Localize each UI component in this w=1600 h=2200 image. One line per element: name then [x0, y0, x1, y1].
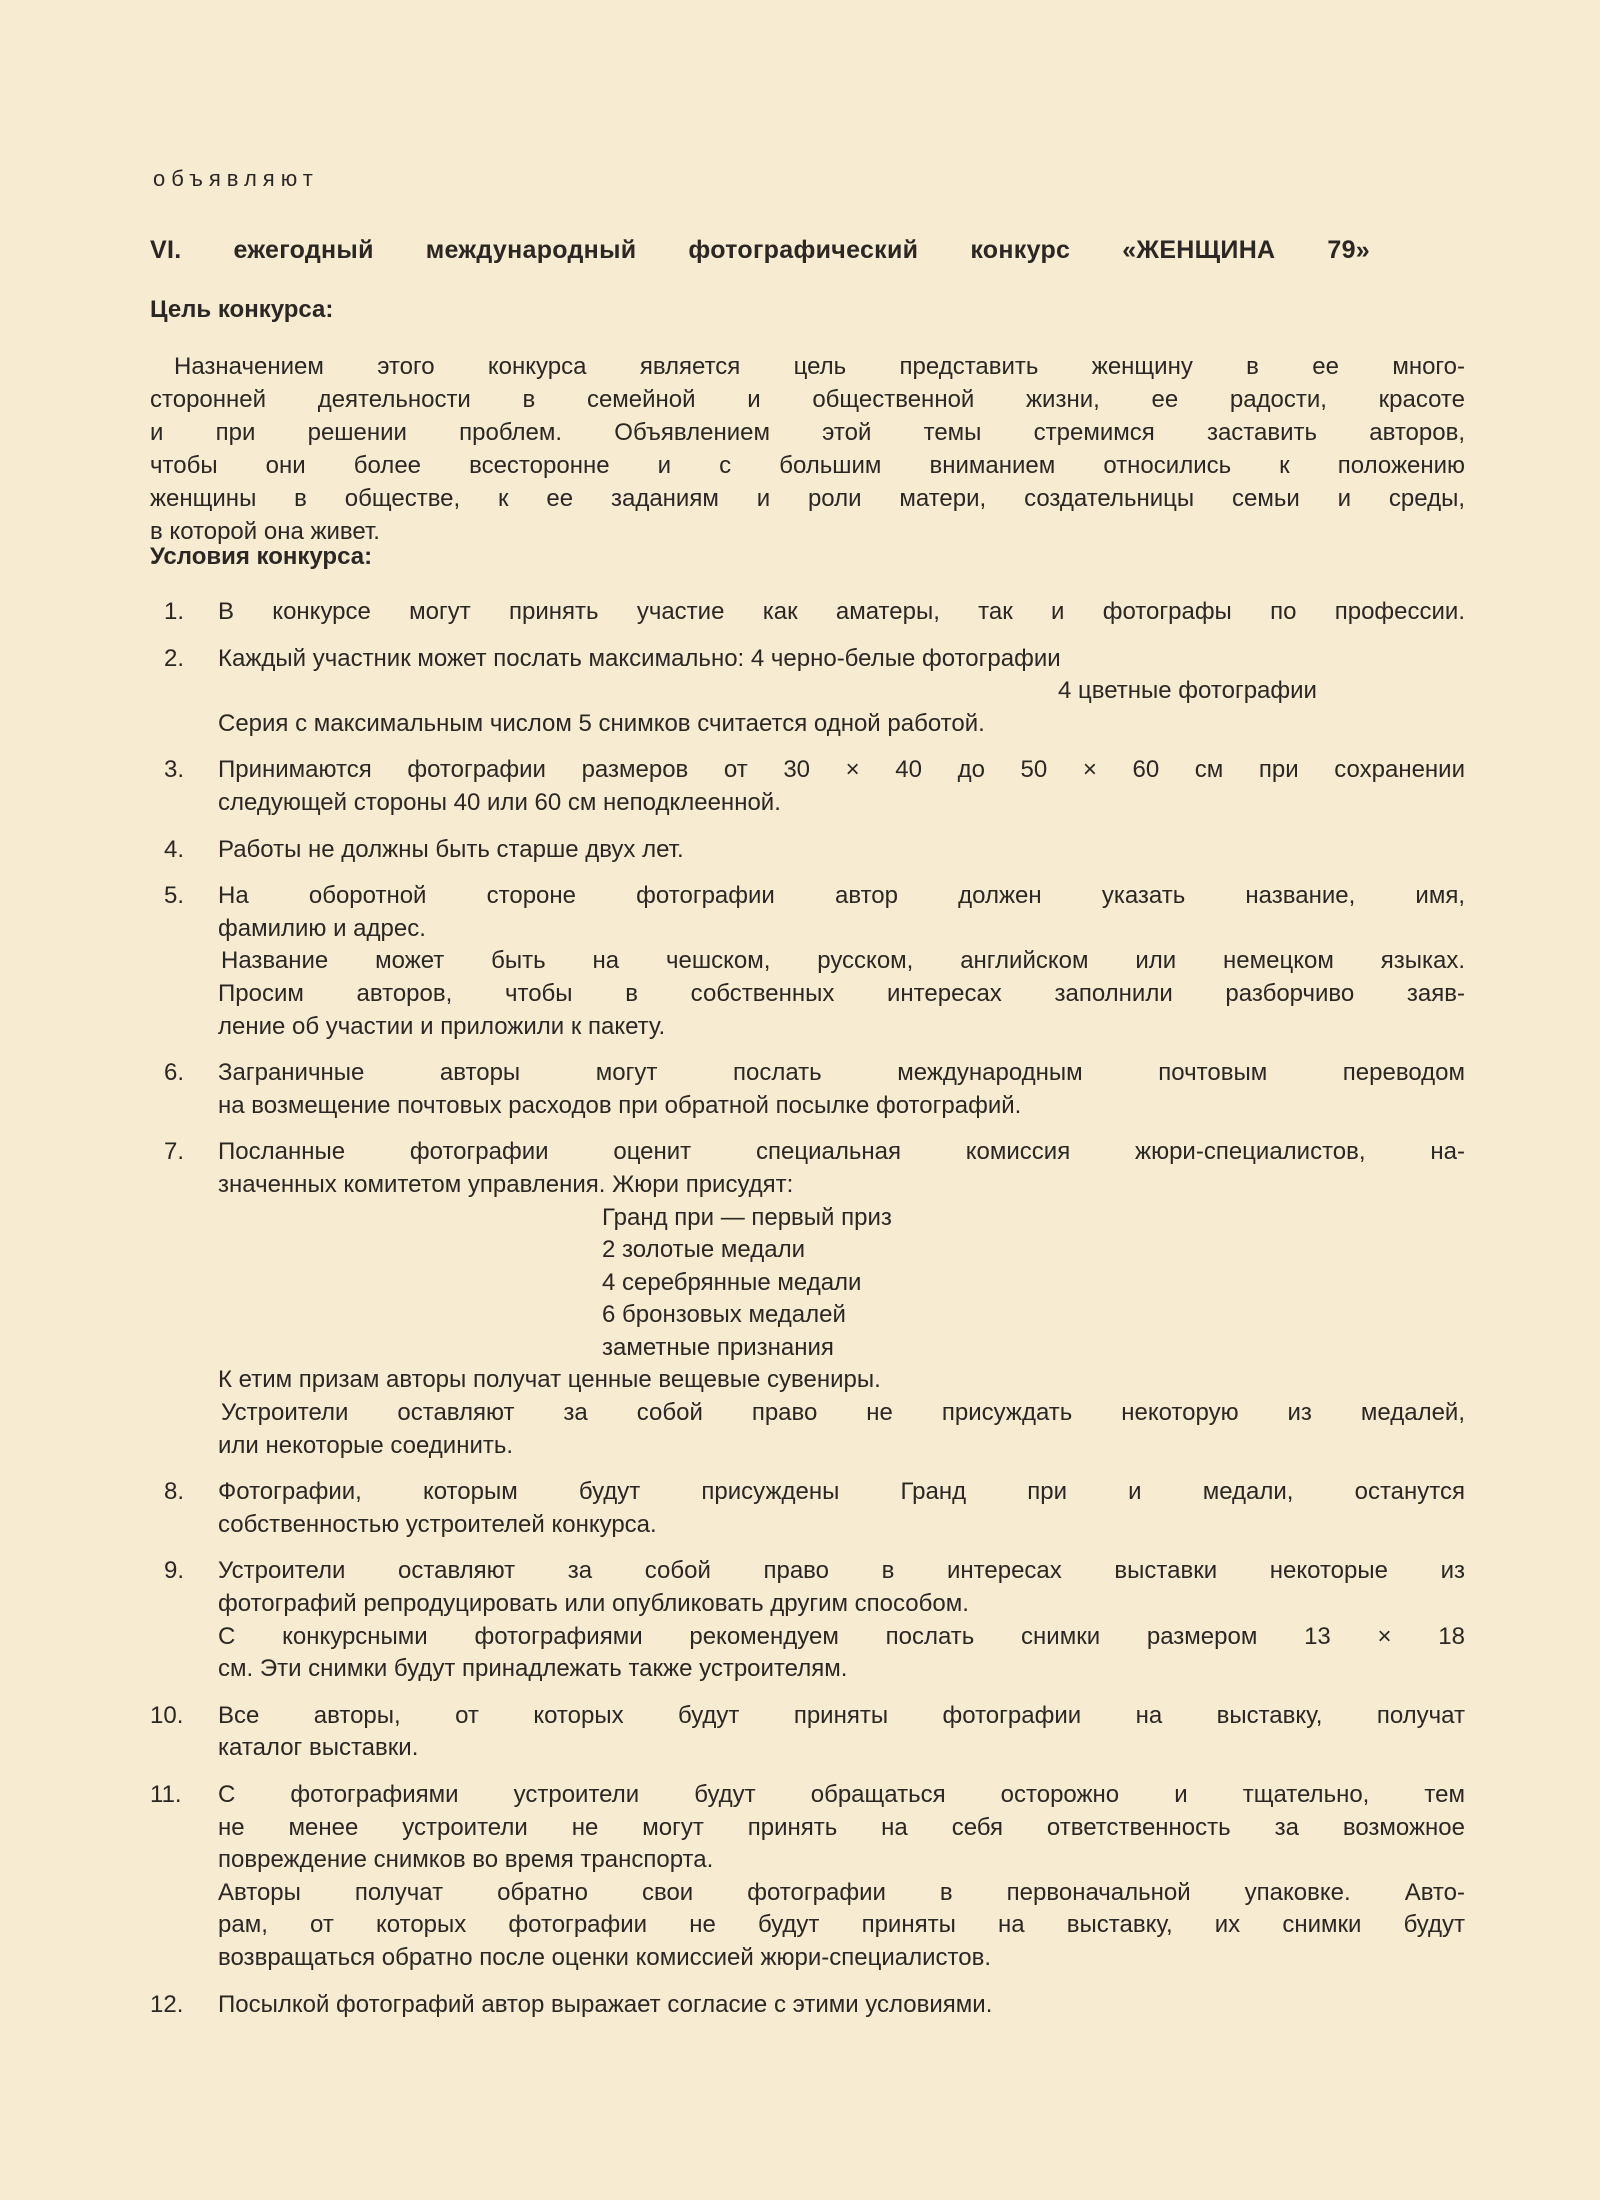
condition-number: 8.: [164, 1478, 185, 1506]
condition-item: [150, 834, 1465, 867]
condition-item: [150, 880, 1465, 1043]
condition-line: Название может быть на чешском, русском, английском или немецком языках.: [221, 947, 1465, 975]
condition-item: [150, 1136, 1465, 1462]
condition-line: каталог выставки.: [218, 1734, 419, 1762]
paragraph-line: чтобы они более всесторонне и с большим вниманием относились к положению: [150, 452, 1465, 479]
prize-line: 6 бронзовых медалей: [602, 1301, 846, 1329]
condition-line: Работы не должны быть старше двух лет.: [218, 835, 684, 863]
condition-line: значенных комитетом управления. Жюри присудят:: [218, 1170, 794, 1198]
condition-number: 3.: [164, 756, 185, 784]
condition-line: Устроители оставляют за собой право не присуждать некоторую из медалей,: [221, 1399, 1465, 1427]
contest-title: VI. ежегодный международный фотографический конкурс «ЖЕНЩИНА 79»: [150, 236, 1370, 264]
condition-line: рам, от которых фотографии не будут приняты на выставку, их снимки будут: [218, 1911, 1465, 1939]
condition-number: 2.: [164, 644, 185, 672]
condition-line: повреждение снимков во время транспорта.: [218, 1846, 714, 1874]
condition-line: Посланные фотографии оценит специальная комиссия жюри-специалистов, на-: [218, 1138, 1465, 1166]
goal-paragraph: [150, 350, 1465, 548]
paragraph-line: и при решении проблем. Объявлением этой темы стремимся заставить авторов,: [150, 419, 1465, 446]
condition-line: собственностью устроителей конкурса.: [218, 1510, 657, 1538]
condition-line: Фотографии, которым будут присуждены Гранд при и медали, останутся: [218, 1478, 1465, 1506]
condition-item: [150, 1057, 1465, 1122]
prize-line: 2 золотые медали: [602, 1236, 806, 1264]
condition-number: 4.: [164, 835, 185, 863]
prize-line: Гранд при — первый приз: [602, 1203, 892, 1231]
goal-heading: Цель конкурса:: [150, 296, 334, 323]
condition-line: см. Эти снимки будут принадлежать также устроителям.: [218, 1655, 848, 1683]
paragraph-line: Назначением этого конкурса является цель представить женщину в ее много-: [174, 353, 1465, 380]
condition-number: 11.: [150, 1781, 182, 1808]
condition-item: [150, 1989, 1465, 2022]
condition-line: Устроители оставляют за собой право в интересах выставки некоторые из: [218, 1557, 1465, 1585]
condition-line: фотографий репродуцировать или опубликовать другим способом.: [218, 1590, 969, 1618]
paragraph-line: женщины в обществе, к ее заданиям и роли матери, создательницы семьи и среды,: [150, 485, 1465, 512]
announce-text: объявляют: [153, 166, 319, 191]
condition-line: следующей стороны 40 или 60 см неподклеенной.: [218, 788, 781, 816]
condition-number: 12.: [150, 1990, 184, 2018]
condition-line: Каждый участник может послать максимально: 4 черно-белые фотографии: [218, 644, 1061, 672]
condition-number: 1.: [164, 598, 185, 625]
condition-line: ление об участии и приложили к пакету.: [218, 1012, 666, 1040]
condition-line: 4 цветные фотографии: [1058, 677, 1317, 705]
condition-line: С конкурсными фотографиями рекомендуем послать снимки размером 13 × 18: [218, 1622, 1465, 1650]
condition-line: возвращаться обратно после оценки комиссией жюри-специалистов.: [218, 1943, 992, 1971]
condition-line: Просим авторов, чтобы в собственных интересах заполнили разборчиво заяв-: [218, 979, 1465, 1007]
condition-line: Серия с максимальным числом 5 снимков считается одной работой.: [218, 709, 985, 737]
condition-number: 7.: [164, 1138, 185, 1166]
condition-number: 6.: [164, 1059, 185, 1087]
condition-line: не менее устроители не могут принять на себя ответственность за возможное: [218, 1813, 1465, 1841]
condition-item: [150, 1700, 1465, 1765]
prize-line: 4 серебрянные медали: [602, 1268, 862, 1296]
condition-line: В конкурсе могут принять участие как аматеры, так и фотографы по профессии.: [218, 598, 1465, 625]
condition-line: Принимаются фотографии размеров от 30 × 40 до 50 × 60 см при сохранении: [218, 756, 1465, 784]
conditions-list: [150, 596, 1465, 2035]
condition-item: [150, 1555, 1465, 1685]
condition-line: Авторы получат обратно свои фотографии в первоначальной упаковке. Авто-: [218, 1878, 1465, 1906]
prize-line: заметные признания: [602, 1333, 834, 1361]
condition-line: на возмещение почтовых расходов при обратной посылке фотографий.: [218, 1091, 1022, 1119]
condition-line: К етим призам авторы получат ценные вещевые сувениры.: [218, 1366, 881, 1394]
condition-line: С фотографиями устроители будут обращаться осторожно и тщательно, тем: [218, 1781, 1465, 1808]
condition-number: 10.: [150, 1701, 184, 1729]
paragraph-line: сторонней деятельности в семейной и общественной жизни, ее радости, красоте: [150, 386, 1465, 413]
condition-item: [150, 1779, 1465, 1975]
condition-item: [150, 754, 1465, 819]
condition-item: [150, 643, 1465, 741]
condition-line: или некоторые соединить.: [218, 1431, 514, 1459]
condition-line: Посылкой фотографий автор выражает согласие с этими условиями.: [218, 1990, 993, 2018]
condition-number: 9.: [164, 1557, 185, 1585]
condition-line: Заграничные авторы могут послать международным почтовым переводом: [218, 1059, 1465, 1087]
paragraph-line: в которой она живет.: [150, 518, 380, 545]
condition-item: [150, 1476, 1465, 1541]
condition-line: Все авторы, от которых будут приняты фотографии на выставку, получат: [218, 1701, 1465, 1729]
condition-number: 5.: [164, 882, 185, 910]
condition-line: На оборотной стороне фотографии автор должен указать название, имя,: [218, 882, 1465, 910]
condition-item: [150, 596, 1465, 629]
conditions-heading: Условия конкурса:: [150, 543, 373, 570]
condition-line: фамилию и адрес.: [218, 914, 426, 942]
